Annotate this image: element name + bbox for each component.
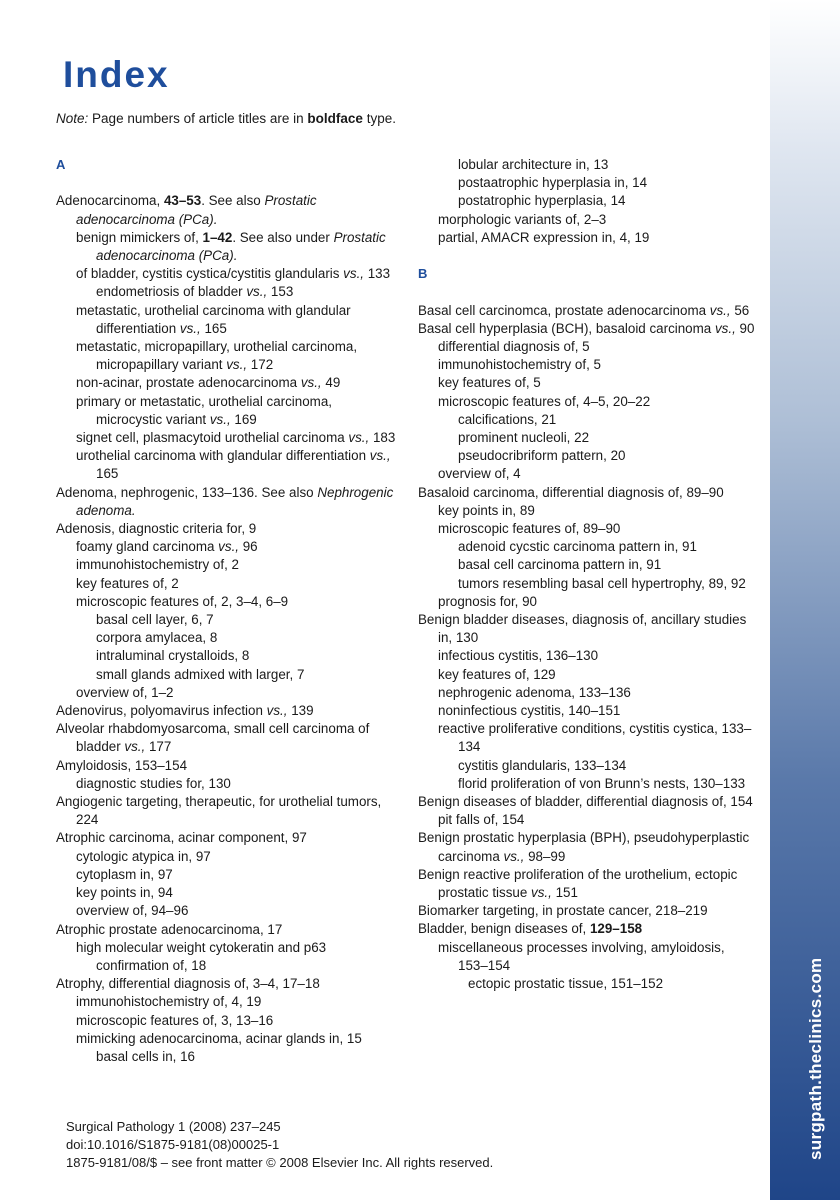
index-subentry (56, 265, 396, 283)
index-subentry (418, 684, 758, 702)
entry-text: microscopic features of, 89–90 (438, 521, 621, 537)
index-subentry (56, 447, 396, 483)
entry-text: 183 (369, 430, 396, 446)
entry-text: Basaloid carcinoma, differential diagnosis of, 89–90 (418, 484, 724, 500)
journal-sidebar-band (770, 0, 840, 1200)
index-column-left (56, 156, 396, 1066)
index-subentry (418, 211, 758, 229)
entry-text: endometriosis of bladder (96, 284, 247, 300)
entry-text: . See also under (232, 229, 334, 245)
index-entry (56, 793, 396, 829)
index-subentry (56, 429, 396, 447)
index-entry (56, 757, 396, 775)
index-subentry (56, 374, 396, 392)
entry-text: Atrophic carcinoma, acinar component, 97 (56, 830, 307, 846)
index-subentry (418, 374, 758, 392)
entry-text: diagnostic studies for, 130 (76, 775, 231, 791)
entry-text: adenoid cycstic carcinoma pattern in, 91 (458, 539, 697, 555)
entry-text: 56 (730, 302, 750, 318)
entry-text: Amyloidosis, 153–154 (56, 757, 188, 773)
entry-bold-pages: 43–53 (163, 193, 202, 209)
entry-text: miscellaneous processes involving, amyloidosis, 153–154 (438, 939, 725, 973)
index-subentry (418, 811, 758, 829)
entry-italic-text: vs., (209, 411, 231, 427)
index-subentry (56, 556, 396, 574)
note-label: Note: (56, 111, 89, 126)
entry-italic-text: Nephrogenic adenoma. (76, 484, 394, 518)
entry-text: Basal cell hyperplasia (BCH), basaloid carcinoma (418, 320, 715, 336)
entry-italic-text: vs., (503, 848, 525, 864)
citation-footer (66, 1118, 493, 1173)
entry-text: Adenoma, nephrogenic, 133–136. See also (56, 484, 318, 500)
entry-text: basal cell carcinoma pattern in, 91 (458, 557, 662, 573)
entry-text: 49 (321, 375, 341, 391)
entry-text: postatrophic hyperplasia, 14 (458, 193, 626, 209)
entry-text: Adenocarcinoma, (56, 193, 164, 209)
entry-text: signet cell, plasmacytoid urothelial carcinoma (76, 430, 349, 446)
index-subentry (418, 465, 758, 483)
index-subentry (56, 393, 396, 429)
entry-text: lobular architecture in, 13 (458, 157, 609, 172)
index-subentry (56, 666, 396, 684)
entry-text: ectopic prostatic tissue, 151–152 (468, 976, 664, 992)
entry-italic-text: vs., (218, 539, 240, 555)
entry-italic-text: vs., (369, 448, 391, 464)
index-subentry (418, 429, 758, 447)
index-subentry (418, 411, 758, 429)
index-subentry (56, 1012, 396, 1030)
index-subentry (418, 939, 758, 975)
index-subentry (56, 538, 396, 556)
section-spacer (418, 283, 758, 301)
entry-text: immunohistochemistry of, 4, 19 (76, 994, 262, 1010)
index-entry (418, 484, 758, 502)
journal-url: surgpath.theclinics.com (806, 957, 825, 1160)
entry-text: Atrophic prostate adenocarcinoma, 17 (56, 921, 283, 937)
entry-text: nephrogenic adenoma, 133–136 (438, 684, 631, 700)
index-subentry (418, 520, 758, 538)
entry-text: infectious cystitis, 136–130 (438, 648, 599, 664)
entry-text: Bladder, benign diseases of, (418, 921, 590, 937)
entry-text: of bladder, cystitis cystica/cystitis glandularis (76, 266, 344, 282)
index-subentry (418, 156, 758, 174)
index-subentry (418, 720, 758, 756)
entry-text: foamy gland carcinoma (76, 539, 219, 555)
entry-text: Biomarker targeting, in prostate cancer, 218–219 (418, 903, 708, 919)
index-subentry (418, 502, 758, 520)
entry-text: urothelial carcinoma with glandular differentiation (76, 448, 370, 464)
index-entry (56, 484, 396, 520)
index-subentry (418, 338, 758, 356)
entry-text: reactive proliferative conditions, cystitis cystica, 133–134 (438, 721, 752, 755)
entry-text: florid proliferation of von Brunn’s nests, 130–133 (458, 775, 746, 791)
index-subentry (418, 447, 758, 465)
note-text: Page numbers of article titles are in (92, 111, 304, 126)
index-entry (418, 866, 758, 902)
index-subentry (56, 1048, 396, 1066)
index-subentry (418, 702, 758, 720)
entry-text: pseudocribriform pattern, 20 (458, 448, 626, 464)
entry-bold-pages: 129–158 (589, 921, 643, 937)
entry-text: basal cell layer, 6, 7 (96, 612, 214, 628)
index-subentry (56, 775, 396, 793)
entry-text: 165 (96, 466, 119, 482)
index-entry (418, 829, 758, 865)
entry-text: 151 (551, 885, 578, 901)
entry-text: key features of, 2 (76, 575, 179, 591)
index-column-right (418, 156, 758, 993)
entry-text: . See also (201, 193, 265, 209)
entry-text: high molecular weight cytokeratin and p63 confirmation of, 18 (76, 939, 327, 973)
entry-text: key points in, 94 (76, 885, 173, 901)
entry-italic-text: vs., (179, 320, 201, 336)
index-subentry (418, 174, 758, 192)
entry-text: primary or metastatic, urothelial carcinoma, microcystic variant (76, 393, 332, 427)
index-subentry (418, 556, 758, 574)
index-subentry (418, 538, 758, 556)
index-entry (418, 320, 758, 338)
entry-text: Adenosis, diagnostic criteria for, 9 (56, 521, 257, 537)
entry-text: 139 (287, 703, 314, 719)
index-entry (418, 302, 758, 320)
index-entry (56, 975, 396, 993)
index-subentry (418, 575, 758, 593)
entry-text: overview of, 4 (438, 466, 521, 482)
entry-text: postaatrophic hyperplasia in, 14 (458, 175, 648, 191)
entry-italic-text: vs., (709, 302, 731, 318)
entry-text: Benign bladder diseases, diagnosis of, ancillary studies in, 130 (418, 612, 747, 646)
entry-text: Benign reactive proliferation of the urothelium, ectopic prostatic tissue (418, 866, 738, 901)
entry-text: Adenovirus, polyomavirus infection (56, 703, 267, 719)
index-entry (418, 920, 758, 938)
entry-italic-text: vs., (246, 284, 268, 300)
section-letter-heading: A (56, 157, 66, 172)
index-subentry (418, 593, 758, 611)
entry-text: 172 (247, 357, 274, 373)
entry-text: calcifications, 21 (458, 411, 557, 427)
entry-italic-text: vs., (343, 266, 365, 282)
index-subentry (56, 629, 396, 647)
index-subentry (418, 393, 758, 411)
entry-text: key features of, 129 (438, 666, 556, 682)
index-subentry (418, 229, 758, 247)
entry-text: immunohistochemistry of, 2 (76, 557, 239, 573)
entry-text: overview of, 94–96 (76, 903, 189, 919)
index-subentry (56, 611, 396, 629)
index-subentry (56, 884, 396, 902)
entry-text: Basal cell carcinomca, prostate adenocarcinoma (418, 302, 710, 318)
index-entry (418, 902, 758, 920)
entry-text: 153 (267, 284, 294, 300)
entry-text: 177 (145, 739, 172, 755)
index-subentry (56, 302, 396, 338)
entry-text: intraluminal crystalloids, 8 (96, 648, 250, 664)
entry-text: small glands admixed with larger, 7 (96, 666, 305, 682)
note-bold-word: boldface (307, 111, 363, 126)
index-subentry (56, 902, 396, 920)
entry-italic-text: Prostatic adenocarcinoma (PCa). (96, 229, 386, 263)
entry-italic-text: vs., (348, 430, 370, 446)
entry-italic-text: vs., (226, 357, 248, 373)
index-subentry (56, 283, 396, 301)
index-subentry (56, 1030, 396, 1048)
index-subentry (56, 575, 396, 593)
entry-italic-text: vs., (266, 703, 288, 719)
entry-italic-text: vs., (300, 375, 322, 391)
entry-italic-text: vs., (124, 739, 146, 755)
index-subentry (418, 666, 758, 684)
entry-text: pit falls of, 154 (438, 812, 525, 828)
note-text-end: type. (366, 111, 396, 126)
entry-text: basal cells in, 16 (96, 1048, 195, 1064)
index-subentry (56, 229, 396, 265)
entry-text: immunohistochemistry of, 5 (438, 357, 601, 373)
index-subentry (56, 647, 396, 665)
index-subentry (418, 757, 758, 775)
entry-text: corpora amylacea, 8 (96, 630, 218, 646)
entry-text: Atrophy, differential diagnosis of, 3–4, 17–18 (56, 976, 320, 992)
entry-text: prominent nucleoli, 22 (458, 430, 590, 445)
entry-text: Benign diseases of bladder, differential diagnosis of, 154 (418, 794, 753, 810)
index-subentry (418, 647, 758, 665)
index-entry (418, 793, 758, 811)
entry-text: Angiogenic targeting, therapeutic, for urothelial tumors, 224 (56, 794, 382, 828)
index-entry (56, 192, 396, 228)
entry-text: morphologic variants of, 2–3 (438, 211, 607, 227)
entry-text: 165 (200, 320, 227, 336)
entry-text: key features of, 5 (438, 375, 541, 391)
section-letter-heading: B (418, 266, 428, 282)
entry-text: non-acinar, prostate adenocarcinoma (76, 375, 301, 391)
entry-text: overview of, 1–2 (76, 684, 174, 700)
entry-text: cytoplasm in, 97 (76, 866, 173, 882)
entry-text: metastatic, micropapillary, urothelial carcinoma, micropapillary variant (76, 339, 358, 373)
entry-text: differential diagnosis of, 5 (438, 338, 590, 354)
index-entry (418, 611, 758, 647)
footer-journal-line: Surgical Pathology 1 (2008) 237–245 (66, 1119, 281, 1134)
entry-text: Alveolar rhabdomyosarcoma, small cell carcinoma of bladder (56, 721, 370, 755)
entry-text: 133 (364, 266, 391, 282)
entry-text: microscopic features of, 4–5, 20–22 (438, 393, 651, 409)
entry-bold-pages: 1–42 (202, 229, 233, 245)
entry-text: microscopic features of, 2, 3–4, 6–9 (76, 593, 289, 609)
page-title: Index (63, 54, 170, 95)
entry-italic-text: vs., (714, 320, 736, 336)
section-spacer (56, 174, 396, 192)
index-subentry (56, 939, 396, 975)
footer-doi-line: doi:10.1016/S1875-9181(08)00025-1 (66, 1137, 280, 1153)
entry-text: cytologic atypica in, 97 (76, 848, 211, 864)
entry-text: 96 (239, 539, 258, 555)
entry-text: Benign prostatic hyperplasia (BPH), pseudohyperplastic carcinoma (418, 830, 750, 864)
entry-text: tumors resembling basal cell hypertrophy, 89, 92 (458, 575, 746, 591)
index-entry (56, 829, 396, 847)
index-subentry (56, 593, 396, 611)
index-entry (56, 921, 396, 939)
index-subentry (56, 684, 396, 702)
entry-text: prognosis for, 90 (438, 593, 538, 609)
entry-text: noninfectious cystitis, 140–151 (438, 703, 621, 719)
index-entry (56, 720, 396, 756)
index-subentry (56, 993, 396, 1011)
entry-italic-text: Prostatic adenocarcinoma (PCa). (76, 193, 317, 227)
index-subentry (418, 192, 758, 210)
index-subentry (418, 975, 758, 993)
entry-italic-text: vs., (531, 885, 552, 901)
entry-text: metastatic, urothelial carcinoma with glandular differentiation (76, 302, 351, 336)
footer-copyright-line: 1875-9181/08/$ – see front matter © 2008 Elsevier Inc. All rights reserved. (66, 1155, 494, 1171)
entry-text: microscopic features of, 3, 13–16 (76, 1012, 274, 1028)
index-subentry (56, 866, 396, 884)
entry-text: cystitis glandularis, 133–134 (458, 757, 627, 773)
index-subentry (56, 338, 396, 374)
entry-text: benign mimickers of, (76, 229, 203, 245)
index-note (56, 111, 396, 126)
index-entry (56, 702, 396, 720)
entry-text: 98–99 (524, 848, 566, 864)
entry-text: 169 (230, 411, 257, 427)
entry-text: 90 (735, 320, 755, 336)
index-subentry (418, 775, 758, 793)
section-spacer (418, 247, 758, 265)
entry-text: mimicking adenocarcinoma, acinar glands in, 15 (76, 1030, 362, 1046)
index-entry (56, 520, 396, 538)
index-subentry (418, 356, 758, 374)
index-subentry (56, 848, 396, 866)
entry-text: partial, AMACR expression in, 4, 19 (438, 229, 650, 245)
entry-text: key points in, 89 (438, 502, 535, 518)
